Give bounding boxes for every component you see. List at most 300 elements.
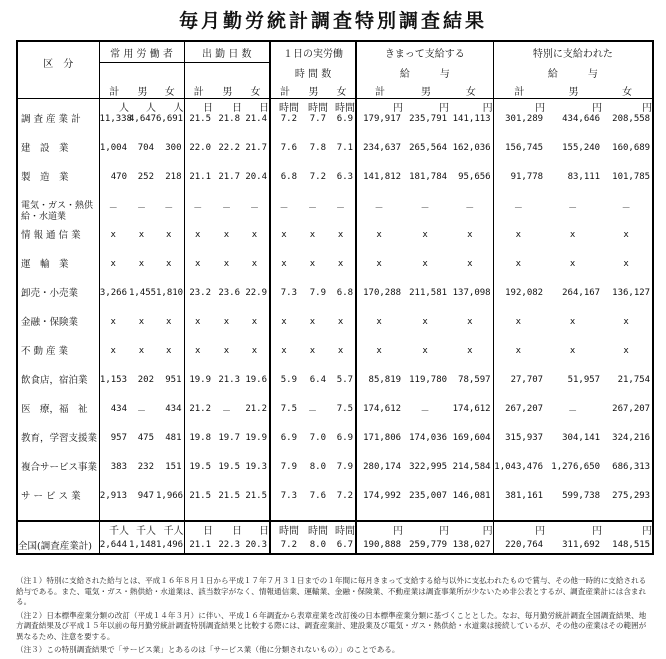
row-label: 調 査 産 業 計	[17, 114, 99, 143]
table-cell: －	[99, 201, 129, 230]
table-cell: x	[138, 346, 145, 356]
table-cell: 6.7	[328, 537, 356, 554]
table-cell: 1,004	[99, 143, 129, 172]
table-cell: x	[270, 317, 299, 346]
unit-label: 千人	[129, 521, 156, 537]
table-cell: x	[493, 259, 545, 288]
table-cell: x	[602, 259, 653, 288]
table-cell: 3,266	[99, 288, 129, 317]
table-cell: x	[166, 230, 172, 240]
row-label: 建 設 業	[17, 143, 99, 172]
table-cell: x	[337, 346, 344, 356]
table-cell: 5.7	[336, 375, 354, 385]
table-cell: x	[337, 317, 344, 327]
table-cell: －	[136, 204, 146, 214]
table-cell: 21.5	[184, 114, 213, 143]
unit-label: 千人	[156, 521, 184, 537]
table-cell: －	[184, 201, 213, 230]
table-cell: 151	[165, 462, 182, 472]
table-cell: x	[223, 230, 230, 240]
group-subheader-hours: 時 間 数	[270, 63, 356, 84]
table-cell: x	[422, 317, 428, 327]
table-cell: 2,913	[99, 491, 129, 521]
table-cell: 181,784	[409, 172, 448, 182]
table-row	[17, 404, 653, 433]
table-cell: 7.1	[336, 143, 354, 153]
unit-label: 円	[602, 99, 653, 115]
group-subheader-regular-pay: 給 与	[356, 63, 493, 84]
category-header: 区 分	[17, 41, 99, 83]
table-cell: 7.5	[336, 404, 354, 414]
column-header: 男	[299, 83, 328, 99]
row-label: 製 造 業	[17, 172, 99, 201]
table-cell: x	[467, 317, 473, 327]
table-cell: 1,148	[129, 537, 156, 554]
table-cell: x	[251, 346, 258, 356]
unit-label: 日	[232, 103, 243, 114]
table-cell: －	[420, 407, 430, 417]
unit-label: 円	[545, 521, 602, 537]
table-cell: 381,161	[493, 491, 545, 521]
table-cell: 23.6	[218, 288, 241, 298]
table-row	[17, 375, 653, 404]
table-cell: x	[493, 317, 545, 346]
column-header: 男	[129, 83, 156, 99]
row-label: 金融・保険業	[17, 317, 99, 346]
table-cell: 264,167	[562, 288, 601, 298]
table-cell: 21.3	[218, 375, 241, 385]
table-cell: 7.2	[270, 537, 299, 554]
table-cell: 324,216	[602, 433, 653, 462]
table-cell: 8.0	[309, 462, 327, 472]
table-cell: 599,738	[545, 491, 602, 521]
table-cell: x	[467, 230, 473, 240]
table-cell: x	[251, 230, 258, 240]
table-cell: 20.4	[245, 172, 268, 182]
unit-label: 千人	[99, 521, 129, 537]
table-cell: 7.9	[336, 462, 354, 472]
table-cell: 83,111	[567, 172, 601, 182]
table-cell: x	[309, 317, 316, 327]
group-header-regular-pay: きまって支給する	[356, 41, 493, 63]
row-label: 飲食店，宿泊業	[17, 375, 99, 404]
table-cell: －	[308, 407, 318, 417]
table-cell: 6.9	[270, 433, 299, 462]
column-header: 女	[328, 83, 356, 99]
table-cell: 259,779	[403, 537, 449, 554]
column-header: 計	[356, 83, 403, 99]
table-cell: 267,207	[493, 404, 545, 433]
table-cell: 169,604	[452, 433, 491, 443]
table-cell: x	[569, 259, 576, 269]
unit-label: 人	[146, 103, 156, 114]
table-cell: x	[569, 230, 576, 240]
table-cell: 6,691	[156, 114, 184, 124]
table-cell: 21.2	[245, 404, 268, 414]
table-cell: 434	[99, 404, 129, 433]
table-cell: 6.3	[336, 172, 354, 182]
row-label: 医 療，福 祉	[17, 404, 99, 433]
table-cell: 119,780	[409, 375, 448, 385]
table-cell: －	[356, 201, 403, 230]
column-header: 男	[403, 83, 449, 99]
table-cell: 19.9	[184, 375, 213, 404]
table-cell: x	[493, 230, 545, 259]
table-cell: 192,082	[493, 288, 545, 317]
table-cell: 179,917	[356, 114, 403, 143]
table-cell: 275,293	[602, 491, 653, 521]
table-cell: 78,597	[458, 375, 491, 385]
table-cell: x	[602, 317, 653, 346]
table-cell: 171,806	[356, 433, 403, 462]
table-cell: 265,564	[409, 143, 448, 153]
row-label: 運 輸 業	[17, 259, 99, 288]
table-cell: x	[309, 230, 316, 240]
table-cell: 434,646	[562, 114, 601, 124]
national-row	[17, 537, 653, 554]
row-label: サ ー ビ ス 業	[17, 491, 99, 521]
table-cell: 7.6	[270, 143, 299, 172]
table-cell: x	[356, 230, 403, 259]
footnotes	[16, 576, 652, 659]
table-cell: x	[270, 346, 299, 375]
unit-label: 円	[493, 521, 545, 537]
table-cell: x	[99, 259, 129, 288]
table-cell: 232	[137, 462, 154, 472]
table-cell: x	[356, 259, 403, 288]
unit-label: 日	[242, 521, 270, 537]
column-header: 計	[99, 83, 129, 99]
table-cell: 475	[137, 433, 154, 443]
table-cell: 162,036	[452, 143, 491, 153]
table-cell: x	[270, 259, 299, 288]
table-cell: 174,992	[356, 491, 403, 521]
table-cell: 311,692	[545, 537, 602, 554]
table-cell: x	[138, 230, 145, 240]
table-cell: x	[166, 259, 172, 269]
unit-label: 円	[449, 521, 493, 537]
column-header: 計	[493, 83, 545, 99]
table-cell: 138,027	[449, 537, 493, 554]
table-cell: 951	[165, 375, 182, 385]
table-cell: －	[602, 201, 653, 230]
table-cell: 235,791	[409, 114, 448, 124]
table-cell: 6.9	[336, 114, 354, 124]
table-cell: x	[99, 230, 129, 259]
table-cell: x	[337, 230, 344, 240]
table-cell: 1,276,650	[551, 462, 601, 472]
row-label: 複合サービス事業	[17, 462, 99, 491]
table-cell: x	[467, 259, 473, 269]
page-title: 毎月勤労統計調査特別調査結果	[178, 10, 487, 32]
row-label: 電気・ガス・熱供給・水道業	[17, 201, 99, 230]
table-cell: 1,966	[156, 491, 184, 521]
table-cell: －	[465, 204, 475, 214]
table-cell: 174,612	[356, 404, 403, 433]
unit-label: 日	[213, 521, 242, 537]
group-header-days: 出 勤 日 数	[184, 41, 270, 63]
table-cell: x	[602, 230, 653, 259]
table-cell: 7.3	[270, 288, 299, 317]
table-cell: 51,957	[567, 375, 601, 385]
table-cell: 19.7	[218, 433, 241, 443]
unit-label: 円	[356, 521, 403, 537]
column-header: 女	[242, 83, 270, 99]
table-cell: 434	[165, 404, 182, 414]
table-cell: 21.4	[245, 114, 268, 124]
group-subheader-special-pay: 給 与	[493, 63, 653, 84]
unit-label: 人	[99, 99, 129, 115]
table-cell: x	[99, 317, 129, 346]
table-cell: x	[569, 346, 576, 356]
table-cell: 155,240	[562, 143, 601, 153]
table-cell: －	[136, 407, 146, 417]
table-cell: 7.9	[270, 462, 299, 491]
table-cell: 220,764	[493, 537, 545, 554]
table-row	[17, 259, 653, 288]
table-cell: x	[99, 346, 129, 375]
table-cell: 141,812	[356, 172, 403, 201]
table-cell: x	[166, 317, 172, 327]
table-cell: 19.8	[184, 433, 213, 462]
unit-label: 時間	[328, 521, 356, 537]
column-header: 計	[270, 83, 299, 99]
table-row	[17, 143, 653, 172]
table-cell: x	[467, 346, 473, 356]
table-cell: 481	[165, 433, 182, 443]
unit-label: 時間	[270, 521, 299, 537]
table-cell: 280,174	[356, 462, 403, 491]
table-cell: 686,313	[602, 462, 653, 491]
table-cell: 95,656	[458, 172, 491, 182]
table-cell: 148,515	[602, 537, 653, 554]
unit-label: 日	[259, 103, 270, 114]
table-cell: x	[184, 230, 213, 259]
group-header-workers: 常 用 労 働 者	[99, 41, 184, 63]
row-label: 卸売・小売業	[17, 288, 99, 317]
row-label: 情 報 通 信 業	[17, 230, 99, 259]
unit-label: 円	[356, 99, 403, 115]
table-cell: 7.2	[270, 114, 299, 143]
table-cell: －	[568, 204, 578, 214]
table-cell: 7.2	[328, 491, 356, 521]
table-cell: 141,113	[452, 114, 491, 124]
footnote: （注１）特別に支給された給与とは、平成１６年８月１日から平成１７年７月３１日までの１年間に毎月きまって支給する給与以外に支払われたもので賞与、その他一時的に支給される給与である。また、電気・ガス・熱供給・水道業は、該当数字がなく、情報通信業、運輸業、金融・保険業、不動産業は調査事業所が少ないため非公表とするが、調査産業計には含まれる。	[16, 576, 647, 606]
table-cell: x	[569, 317, 576, 327]
table-cell: －	[420, 204, 430, 214]
table-cell: 19.3	[245, 462, 268, 472]
unit-label: 人	[173, 103, 184, 114]
table-cell: 19.5	[184, 462, 213, 491]
table-cell: －	[250, 204, 260, 214]
table-cell: 234,637	[356, 143, 403, 172]
table-cell: 6.4	[309, 375, 327, 385]
table-cell: 21.1	[184, 537, 213, 554]
table-cell: 136,127	[602, 288, 653, 317]
unit-label: 時間	[308, 103, 329, 114]
table-cell: －	[308, 204, 318, 214]
unit-label: 日	[184, 521, 213, 537]
table-cell: 5.9	[270, 375, 299, 404]
table-cell: x	[337, 259, 344, 269]
table-row	[17, 230, 653, 259]
table-cell: 21.8	[218, 114, 241, 124]
table-cell: 7.5	[270, 404, 299, 433]
table-cell: 91,778	[493, 172, 545, 201]
table-cell: 7.6	[299, 491, 328, 521]
table-cell: 383	[99, 462, 129, 491]
table-cell: x	[184, 317, 213, 346]
table-cell: 190,888	[356, 537, 403, 554]
table-cell: 19.5	[218, 462, 241, 472]
table-cell: 214,584	[452, 462, 491, 472]
table-cell: 1,455	[129, 288, 157, 298]
table-cell: x	[309, 346, 316, 356]
table-cell: x	[251, 317, 258, 327]
unit-label: 時間	[299, 521, 328, 537]
column-header: 男	[213, 83, 242, 99]
unit-label: 時間	[270, 99, 299, 115]
table-cell: 27,707	[493, 375, 545, 404]
column-header: 女	[602, 83, 653, 99]
table-cell: 7.3	[270, 491, 299, 521]
table-cell: 6.8	[270, 172, 299, 201]
table-row	[17, 172, 653, 201]
table-cell: －	[493, 201, 545, 230]
table-cell: x	[166, 346, 172, 356]
table-cell: 704	[137, 143, 154, 153]
table-row	[17, 114, 653, 143]
table-cell: 7.8	[309, 143, 327, 153]
table-cell: 1,496	[156, 537, 184, 554]
unit-label: 円	[439, 103, 450, 114]
table-cell: 6.8	[336, 288, 354, 298]
table-cell: x	[223, 346, 230, 356]
footnote: （注２）日本標準産業分類の改訂（平成１４年３月）に伴い、平成１６年調査から表章産業を改訂後の日本標準産業分類に基づくこととした。なお、毎月勤労統計調査全国調査結果、地方調査結果及び平成１５年以前の毎月勤労統計調査特別調査結果と比較する際には、調査産業計、建設業及び電気・ガス・熱供給・水道業は接続しているが、その他の産業はその範囲が異なるため、注意を要する。	[16, 610, 647, 641]
national-label: 全国(調査産業計)	[17, 537, 99, 554]
table-cell: 957	[99, 433, 129, 462]
table-cell: 304,141	[562, 433, 601, 443]
table-cell: 7.0	[309, 433, 327, 443]
table-cell: 22.3	[213, 537, 242, 554]
table-cell: 1,153	[99, 375, 129, 404]
table-cell: 21.5	[184, 491, 213, 521]
table-cell: 22.0	[184, 143, 213, 172]
table-cell: 21.2	[184, 404, 213, 433]
unit-label: 時間	[335, 103, 356, 114]
results-table	[16, 40, 654, 555]
table-cell: x	[270, 230, 299, 259]
table-cell: －	[270, 201, 299, 230]
table-row	[17, 346, 653, 375]
table-cell: x	[422, 346, 428, 356]
table-cell: 174,036	[409, 433, 448, 443]
table-cell: 218	[165, 172, 182, 182]
row-label: 教育，学習支援業	[17, 433, 99, 462]
group-header-hours: １日の実労働	[270, 41, 356, 63]
table-row	[17, 288, 653, 317]
table-cell: 19.9	[245, 433, 268, 443]
table-cell: 21.1	[184, 172, 213, 201]
table-cell: 170,288	[356, 288, 403, 317]
table-cell: 300	[165, 143, 182, 153]
table-cell: x	[422, 259, 428, 269]
column-header: 計	[184, 83, 213, 99]
column-header: 男	[545, 83, 602, 99]
table-cell: x	[356, 317, 403, 346]
table-cell: 7.7	[309, 114, 327, 124]
table-cell: x	[422, 230, 428, 240]
table-cell: 137,098	[452, 288, 491, 298]
table-cell: －	[164, 204, 174, 214]
table-cell: 322,995	[409, 462, 448, 472]
table-cell: 252	[137, 172, 154, 182]
table-cell: 6.9	[336, 433, 354, 443]
table-cell: 211,581	[409, 288, 448, 298]
table-cell: 7.9	[309, 288, 327, 298]
table-cell: －	[568, 407, 578, 417]
table-cell: 21.7	[245, 143, 268, 153]
group-header-special-pay: 特別に支給われた	[493, 41, 653, 63]
unit-label: 円	[592, 103, 603, 114]
unit-label: 円	[493, 99, 545, 115]
footnote: （注３）この特別調査結果で「サービス業」とあるのは「サービス業（他に分類されないもの）」のことである。	[16, 645, 400, 654]
unit-label: 円	[403, 521, 449, 537]
table-cell: 160,689	[602, 143, 653, 172]
table-cell: 1,810	[156, 288, 184, 298]
table-cell: 156,745	[493, 143, 545, 172]
table-cell: 21.5	[213, 491, 242, 521]
unit-label: 円	[482, 103, 493, 114]
table-cell: x	[223, 259, 230, 269]
table-cell: 11,338	[99, 114, 129, 143]
table-cell: －	[222, 204, 232, 214]
table-cell: 20.3	[242, 537, 270, 554]
unit-label: 円	[602, 521, 653, 537]
table-cell: 267,207	[602, 404, 653, 433]
column-header: 女	[156, 83, 184, 99]
table-cell: 7.2	[309, 172, 327, 182]
table-cell: 21,754	[602, 375, 653, 404]
table-cell: －	[222, 407, 232, 417]
table-row	[17, 433, 653, 462]
table-cell: 947	[129, 491, 156, 521]
table-cell: 2,644	[99, 537, 129, 554]
table-cell: 4,647	[129, 114, 157, 124]
table-cell: 85,819	[356, 375, 403, 404]
table-cell: 174,612	[452, 404, 491, 414]
table-row	[17, 317, 653, 346]
table-cell: 202	[137, 375, 154, 385]
table-cell: x	[223, 317, 230, 327]
column-header: 女	[449, 83, 493, 99]
table-cell: 101,785	[602, 172, 653, 201]
table-row	[17, 491, 653, 521]
table-cell: x	[309, 259, 316, 269]
table-cell: 470	[99, 172, 129, 201]
table-cell: 19.6	[245, 375, 268, 385]
table-cell: 1,043,476	[493, 462, 545, 491]
table-row	[17, 462, 653, 491]
table-cell: x	[138, 259, 145, 269]
table-cell: x	[493, 346, 545, 375]
table-cell: x	[184, 346, 213, 375]
table-cell: x	[251, 259, 258, 269]
table-cell: 22.2	[218, 143, 241, 153]
table-cell: x	[602, 346, 653, 375]
table-cell: 301,289	[493, 114, 545, 143]
table-cell: －	[336, 204, 346, 214]
